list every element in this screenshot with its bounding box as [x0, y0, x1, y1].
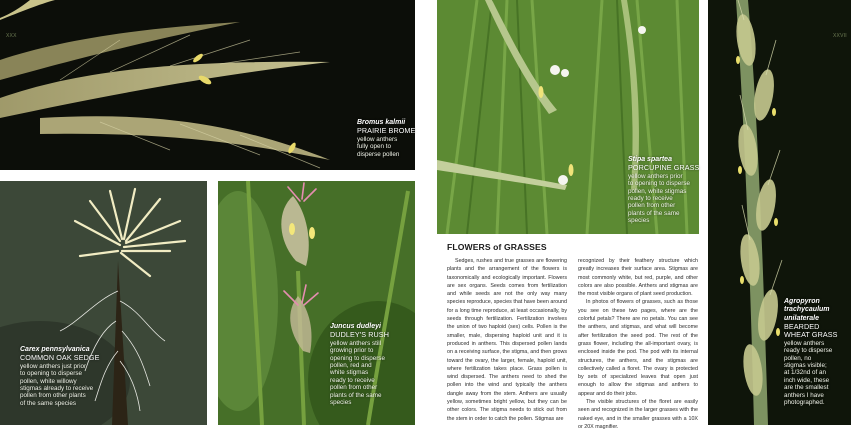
caption-description-line: pollen, white stigmas [628, 187, 687, 195]
caption-description-line: ready to receive [330, 376, 375, 384]
caption-common-name: BEARDED [784, 321, 820, 331]
caption-description-line: to opening to disperse [628, 180, 690, 188]
caption-description-line: inch wide, these [784, 376, 830, 384]
caption-scientific-name: Agropyron [784, 298, 820, 305]
article-title: FLOWERS of GRASSES [447, 242, 547, 252]
caption-common-name: PORCUPINE GRASS [628, 163, 700, 173]
caption-description-line: yellow anthers [357, 135, 398, 143]
caption-description-line: species [330, 399, 352, 407]
article-column-1 [447, 257, 567, 423]
caption-description-line: ready to receive [628, 195, 673, 202]
caption-description-line: are the smallest [784, 384, 829, 392]
caption-description-line: photographed. [784, 399, 825, 407]
caption-description-line: stigmas visible; [784, 361, 827, 369]
caption-common-name: PRAIRIE BROME [357, 126, 416, 136]
caption-description-line: growing prior to [330, 347, 374, 355]
caption-description-line: anthers I have [784, 391, 824, 399]
caption-scientific-name: Juncus dudleyi [330, 323, 381, 330]
caption-common-name: COMMON OAK SEDGE [20, 353, 100, 363]
caption-common-name: WHEAT GRASS [784, 330, 838, 340]
caption-description-line: disperse pollen [357, 150, 400, 158]
folio-left: XXX [6, 33, 17, 39]
caption-description-line: stigmas already to receive [20, 385, 94, 392]
caption-description-line: yellow anthers still [330, 339, 382, 347]
caption-description-line: to opening to disperse [20, 370, 82, 378]
caption-description-line: pollen, white willowy [20, 377, 77, 385]
caption-description-line: white stigmas [330, 369, 369, 377]
caption-scientific-name: Bromus kalmii [357, 119, 406, 126]
folio-right: XXVII [833, 33, 847, 39]
caption-description-line: yellow anthers [784, 339, 825, 347]
caption-description-line: yellow anthers prior [628, 172, 683, 180]
article-paragraph: recognized by their feathery structure which greatly increases their surface area. Stigmas are most commonly white, but red, purple, and other colors are also possible. Anthers and stigmas are the most visible organs of plant seed production. [578, 258, 698, 298]
caption-description-line: pollen from other plants [20, 392, 86, 400]
caption-stipa [628, 156, 699, 225]
caption-description-line: at 1/32nd of an [784, 369, 827, 377]
caption-scientific-name: Carex pennsylvanica [20, 346, 90, 353]
caption-description-line: pollen, red and [330, 362, 372, 369]
caption-juncus [330, 323, 408, 407]
caption-description-line: yellow anthers just prior [20, 362, 87, 370]
caption-description-line: plants of the same [330, 391, 382, 399]
article-paragraph: In photos of flowers of grasses, such as those you see on these two pages, where are the colorful petals? There are no petals. You can see the anthers, and stigmas, and what will become after fertilization the seed pod. The rest of the grass flower, including the all-important ovary, is enclosed inside the pod. The pod with its internal structures, the anthers, and the stigmas are collectively called a floret. The ovary is protected by sets of specialized leaves that open just enough to allow the stigmas and anthers to appear and do their jobs. [578, 299, 698, 397]
caption-description-line: pollen, no [784, 354, 812, 362]
caption-description-line: plants of the same [628, 209, 680, 217]
caption-description-line: pollen from other [330, 384, 378, 392]
caption-description-line: of the same species [20, 399, 77, 407]
caption-description-line: fully open to [357, 143, 391, 151]
article-paragraph: Sedges, rushes and true grasses are flowering plants and the arrangement of the flowers is taxonomically and ecologically important. Flowers are sex organs. Seeds comes from fertilization and while seeds are not the only way many species reproduce, species that have been around for a long time reproduce, at least occasionally, by seeds through fertilization. Fertilization involves the union of two haploid (sex) cells. Pollen is the smaller, male, dispersing haploid unit and it is produced in anthers. This dispersed pollen lands on a receiving surface, the stigma, and then grows toward the ovary, the larger, female, haploid unit, where fertilization takes place. Grass pollen is wind dispersed. The anthers need to shed the pollen into the wind and typically the anthers dangle away from the stem. Anthers are usually yellow, sometimes bright yellow, but they can be other colors. The stigma needs to stick out from the stem in order to catch the pollen. Stigmas are [447, 258, 567, 422]
caption-scientific-name: Stipa spartea [628, 156, 672, 163]
caption-agropyron [784, 298, 838, 407]
caption-common-name: DUDLEY'S RUSH [330, 330, 389, 340]
caption-bromus [357, 119, 415, 158]
caption-description-line: opening to disperse [330, 354, 385, 362]
caption-description-line: ready to disperse [784, 347, 833, 355]
article-column-2 [578, 257, 698, 431]
caption-carex [20, 346, 99, 407]
caption-scientific-name: unilaterale [784, 314, 820, 322]
article-flowers-of-grasses [437, 240, 699, 430]
caption-description-line: species [628, 217, 650, 225]
caption-description-line: pollen from other [628, 202, 676, 210]
photo-bromus [0, 0, 415, 170]
caption-scientific-name: trachycaulum [784, 306, 830, 314]
article-paragraph: The visible structures of the floret are easily seen and recognized in the larger grasses with the naked eye, and in the smaller grasses with a 10X or 20X magnifier. [578, 399, 698, 430]
